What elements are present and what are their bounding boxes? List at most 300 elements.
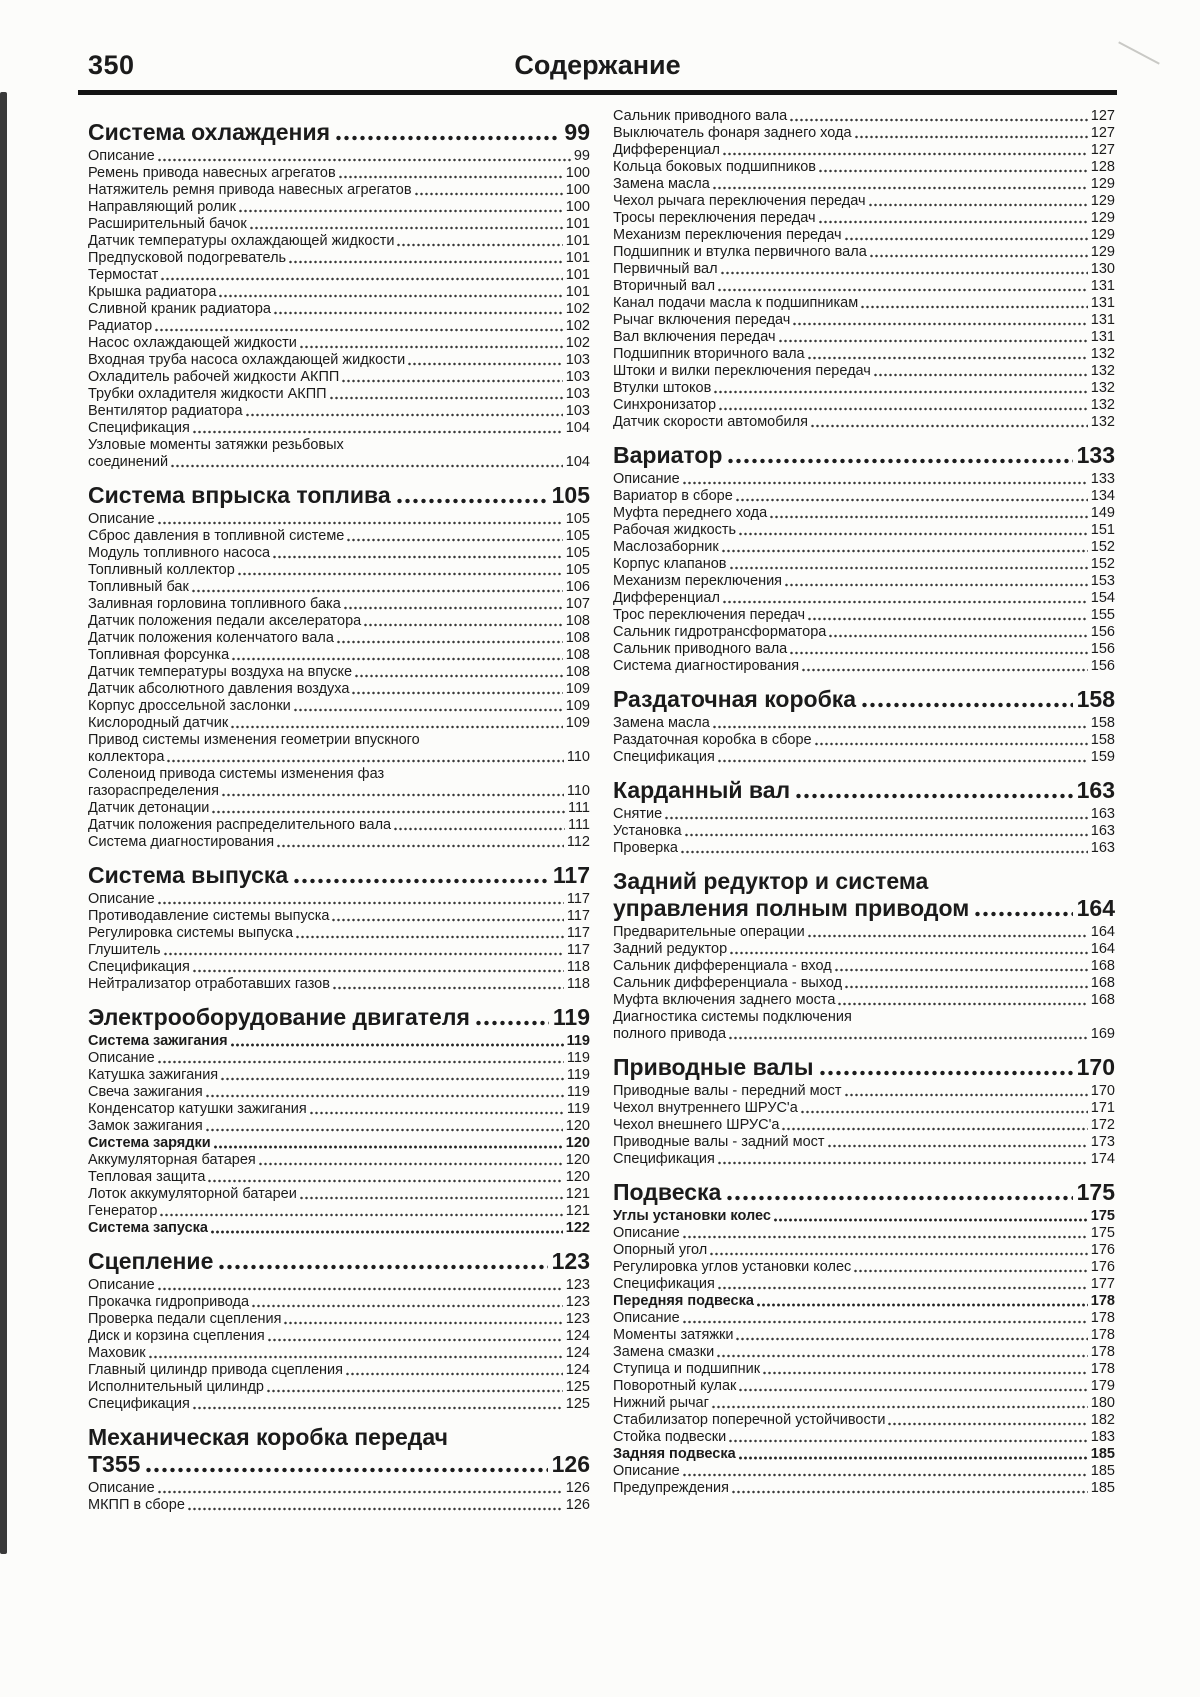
toc-column-left (88, 108, 590, 1521)
toc-entry (88, 664, 590, 681)
dot-leader (793, 322, 1087, 326)
toc-section (88, 1248, 590, 1413)
toc-entry (88, 318, 590, 335)
toc-entry (613, 556, 1115, 573)
toc-entry-page: 108 (565, 647, 590, 663)
dot-leader (158, 1490, 563, 1494)
toc-entry-label: Датчик положения коленчатого вала (88, 630, 334, 646)
toc-entry-label: Рабочая жидкость (613, 522, 737, 538)
dot-leader (862, 702, 1073, 708)
toc-entry-page: 110 (566, 783, 590, 799)
section-title-page: 119 (552, 1004, 590, 1030)
toc-entry (88, 1220, 590, 1237)
toc-entry (88, 216, 590, 233)
toc-entry (613, 607, 1115, 624)
dot-leader (815, 742, 1088, 746)
toc-entry-page: 131 (1090, 312, 1115, 328)
toc-entry-page: 178 (1090, 1361, 1115, 1377)
toc-entry (88, 386, 590, 403)
toc-entry (88, 800, 590, 817)
toc-entry-label: Механизм переключения передач (613, 227, 842, 243)
dot-leader (330, 396, 563, 400)
toc-entry-page: 111 (567, 800, 590, 816)
toc-entry-label: Моменты затяжки (613, 1327, 734, 1343)
toc-entry (88, 579, 590, 596)
dot-leader (729, 1439, 1088, 1443)
dot-leader (259, 1162, 563, 1166)
section-title (613, 777, 1115, 803)
toc-entry-label-line1: Узловые моменты затяжки резьбовых (88, 437, 344, 453)
dot-leader (222, 793, 564, 797)
dot-leader (294, 708, 563, 712)
dot-leader (277, 844, 564, 848)
section-title-label: Т355 (88, 1451, 141, 1477)
toc-entry-label: Топливный коллектор (88, 562, 235, 578)
section-title (88, 862, 590, 888)
toc-entry-label: Описание (613, 1310, 680, 1326)
dot-leader (802, 668, 1088, 672)
toc-entry (88, 528, 590, 545)
toc-entry-page: 156 (1090, 658, 1115, 674)
toc-entry-page: 168 (1090, 992, 1115, 1008)
section-title-page: 126 (551, 1451, 590, 1477)
dot-leader (727, 1195, 1072, 1201)
toc-entry-label: Спецификация (613, 749, 715, 765)
toc-entry-page: 123 (565, 1294, 590, 1310)
toc-entry-page: 120 (565, 1135, 590, 1151)
toc-entry (613, 125, 1115, 142)
toc-entry (88, 233, 590, 250)
dot-leader (238, 572, 563, 576)
toc-entry (88, 681, 590, 698)
toc-entry-page: 130 (1090, 261, 1115, 277)
toc-entry (613, 806, 1115, 823)
toc-entry-page: 105 (565, 545, 590, 561)
toc-entry-page: 121 (565, 1203, 590, 1219)
toc-entry-page: 105 (565, 511, 590, 527)
dot-leader (232, 657, 563, 661)
dot-leader (332, 918, 563, 922)
dot-leader (164, 952, 564, 956)
toc-entry (613, 1208, 1115, 1225)
toc-entry-page: 168 (1090, 958, 1115, 974)
dot-leader (344, 606, 563, 610)
toc-entry (88, 511, 590, 528)
toc-entry-label-line1: Привод системы изменения геометрии впускного (88, 732, 420, 748)
toc-section (613, 868, 1115, 1043)
dot-leader (146, 1467, 547, 1473)
toc-entry (88, 749, 590, 766)
section-title-line1: Механическая коробка передач (88, 1424, 448, 1450)
toc-entry-page: 120 (565, 1118, 590, 1134)
toc-entry-label: Тепловая защита (88, 1169, 206, 1185)
toc-entry-label: Датчик положения педали акселератора (88, 613, 362, 629)
section-title-page: 170 (1076, 1054, 1115, 1080)
toc-entry-label: Входная труба насоса охлаждающей жидкости (88, 352, 406, 368)
toc-entry-label: Снятие (613, 806, 663, 822)
toc-entry (88, 1152, 590, 1169)
toc-entry (613, 1463, 1115, 1480)
toc-section (613, 777, 1115, 857)
toc-entry-page: 103 (565, 352, 590, 368)
dot-leader (333, 986, 564, 990)
toc-entry-label: Спецификация (88, 959, 190, 975)
toc-entry-label: Топливный бак (88, 579, 189, 595)
dot-leader (296, 935, 564, 939)
toc-entry-label: Сальник дифференциала - выход (613, 975, 843, 991)
dot-leader (665, 816, 1088, 820)
dot-leader (730, 566, 1088, 570)
section-title-label: Приводные валы (613, 1054, 814, 1080)
toc-entry (613, 312, 1115, 329)
toc-entry (88, 1186, 590, 1203)
section-title-page: 163 (1076, 777, 1115, 803)
toc-entry-label: Лоток аккумуляторной батареи (88, 1186, 297, 1202)
toc-entry (88, 925, 590, 942)
toc-entry-page: 127 (1090, 125, 1115, 141)
toc-entry-label: Раздаточная коробка в сборе (613, 732, 812, 748)
toc-entry (613, 244, 1115, 261)
toc-entry-label: Вариатор в сборе (613, 488, 733, 504)
toc-entry-page: 118 (566, 976, 590, 992)
dot-leader (683, 1320, 1088, 1324)
toc-entry-label: Направляющий ролик (88, 199, 236, 215)
toc-entry-page: 159 (1090, 749, 1115, 765)
dot-leader (158, 901, 564, 905)
toc-entry (613, 1480, 1115, 1497)
dot-leader (221, 1077, 564, 1081)
section-title (613, 1179, 1115, 1205)
toc-entry-label: Описание (88, 891, 155, 907)
toc-entry-label: Приводные валы - передний мост (613, 1083, 842, 1099)
toc-entry (88, 908, 590, 925)
toc-entry-label: Датчик положения распределительного вала (88, 817, 392, 833)
toc-entry (88, 891, 590, 908)
toc-entry (613, 1259, 1115, 1276)
toc-entry-page: 182 (1090, 1412, 1115, 1428)
toc-entry-label: Катушка зажигания (88, 1067, 219, 1083)
dot-leader (763, 1371, 1088, 1375)
dot-leader (415, 192, 563, 196)
dot-leader (713, 725, 1088, 729)
dot-leader (211, 1230, 563, 1234)
dot-leader (874, 373, 1088, 377)
toc-entry-label: Система зажигания (88, 1033, 228, 1049)
dot-leader (739, 1456, 1088, 1460)
dot-leader (739, 1388, 1087, 1392)
toc-section (88, 482, 590, 851)
toc-entry-page: 117 (566, 891, 590, 907)
dot-leader (193, 1406, 563, 1410)
section-title-page: 99 (564, 119, 590, 145)
toc-entry-label: Синхронизатор (613, 397, 717, 413)
toc-entry-label: Проверка педали сцепления (88, 1311, 282, 1327)
dot-leader (683, 1235, 1088, 1239)
toc-entry-page: 149 (1090, 505, 1115, 521)
toc-entry-page: 185 (1090, 1480, 1115, 1496)
toc-entry-page: 124 (565, 1328, 590, 1344)
toc-entry-label: Сливной краник радиатора (88, 301, 271, 317)
dot-leader (336, 135, 560, 141)
toc-entry-label: Ремень привода навесных агрегатов (88, 165, 336, 181)
toc-entry-page: 178 (1090, 1293, 1115, 1309)
dot-leader (855, 135, 1088, 139)
toc-entry (613, 1429, 1115, 1446)
toc-entry (88, 596, 590, 613)
toc-entry-page: 152 (1090, 556, 1115, 572)
toc-entry-label: Глушитель (88, 942, 161, 958)
toc-entry-label: Противодавление системы выпуска (88, 908, 330, 924)
dot-leader (729, 1036, 1088, 1040)
toc-entry-page: 164 (1090, 924, 1115, 940)
toc-entry-label: Описание (613, 471, 680, 487)
toc-entry-page: 108 (565, 664, 590, 680)
dot-leader (158, 521, 563, 525)
toc-entry-label: Спецификация (88, 1396, 190, 1412)
toc-entry-page: 100 (565, 165, 590, 181)
toc-entry-label: Датчик температуры охлаждающей жидкости (88, 233, 395, 249)
toc-entry-page: 170 (1090, 1083, 1115, 1099)
toc-entry-label: Система диагностирования (613, 658, 800, 674)
toc-entry (88, 959, 590, 976)
section-title (613, 442, 1115, 468)
dot-leader (219, 1264, 547, 1270)
dot-leader (712, 1405, 1088, 1409)
dot-leader (352, 691, 562, 695)
toc-entry (613, 1134, 1115, 1151)
dot-leader (193, 969, 564, 973)
dot-leader (214, 1145, 563, 1149)
toc-entry-page: 117 (566, 942, 590, 958)
toc-entry-label: Установка (613, 823, 682, 839)
toc-entry-label: Втулки штоков (613, 380, 712, 396)
dot-leader (869, 203, 1088, 207)
toc-entry-page: 176 (1090, 1242, 1115, 1258)
toc-entry-page: 185 (1090, 1446, 1115, 1462)
dot-leader (722, 549, 1088, 553)
dot-leader (770, 515, 1088, 519)
dot-leader (273, 555, 563, 559)
dot-leader (785, 583, 1088, 587)
toc-entry-label: Стойка подвески (613, 1429, 727, 1445)
toc-entry-page: 119 (566, 1084, 590, 1100)
dot-leader (718, 1161, 1088, 1165)
toc-entry-label: Крышка радиатора (88, 284, 217, 300)
toc-entry (613, 573, 1115, 590)
toc-entry-label: Задний редуктор (613, 941, 728, 957)
section-title (88, 1248, 590, 1274)
toc-entry-label: Углы установки колес (613, 1208, 771, 1224)
toc-entry-label: Главный цилиндр привода сцепления (88, 1362, 343, 1378)
toc-entry-label: Свеча зажигания (88, 1084, 203, 1100)
toc-entry (613, 295, 1115, 312)
dot-leader (267, 1389, 563, 1393)
toc-entry-label: Кольца боковых подшипников (613, 159, 816, 175)
toc-entry-page: 103 (565, 369, 590, 385)
toc-entry (613, 840, 1115, 857)
toc-entry (88, 182, 590, 199)
toc-entry-page: 119 (566, 1033, 590, 1049)
dot-leader (250, 226, 563, 230)
toc-entry-label: Сальник гидротрансформатора (613, 624, 827, 640)
toc-entry-label: Дифференциал (613, 142, 720, 158)
dot-leader (252, 1304, 563, 1308)
toc-entry-page: 152 (1090, 539, 1115, 555)
toc-entry (88, 562, 590, 579)
toc-entry (613, 227, 1115, 244)
toc-entry (88, 1277, 590, 1294)
toc-entry (88, 817, 590, 834)
toc-entry-label: Опорный угол (613, 1242, 708, 1258)
toc-entry-label: Радиатор (88, 318, 153, 334)
toc-entry (88, 267, 590, 284)
toc-entry-page: 133 (1090, 471, 1115, 487)
dot-leader (739, 532, 1088, 536)
toc-entry-label: Сброс давления в топливной системе (88, 528, 345, 544)
toc-section (613, 442, 1115, 675)
toc-entry (613, 924, 1115, 941)
toc-entry-label: Замок зажигания (88, 1118, 203, 1134)
dot-leader (246, 413, 563, 417)
toc-entry-page: 129 (1090, 227, 1115, 243)
toc-entry (88, 647, 590, 664)
toc-entry (88, 1203, 590, 1220)
toc-entry (613, 1310, 1115, 1327)
toc-entry (613, 414, 1115, 431)
toc-entry-page: 123 (565, 1277, 590, 1293)
toc-entry-label: Аккумуляторная батарея (88, 1152, 256, 1168)
toc-entry (88, 834, 590, 851)
toc-entry (613, 261, 1115, 278)
dot-leader (861, 305, 1088, 309)
dot-leader (284, 1321, 562, 1325)
dot-leader (975, 911, 1072, 917)
toc-entry-page: 102 (565, 318, 590, 334)
toc-entry (88, 1362, 590, 1379)
dot-leader (845, 985, 1088, 989)
toc-entry-page: 119 (566, 1101, 590, 1117)
toc-entry-label: газораспределения (88, 783, 219, 799)
toc-entry (88, 1328, 590, 1345)
dot-leader (681, 850, 1088, 854)
dot-leader (300, 345, 563, 349)
toc-entry-label: Предварительные операции (613, 924, 805, 940)
dot-leader (158, 1287, 563, 1291)
section-title (613, 1054, 1115, 1080)
toc-entry-label: Дифференциал (613, 590, 720, 606)
toc-entry-page: 128 (1090, 159, 1115, 175)
toc-entry-page: 156 (1090, 641, 1115, 657)
toc-entry-label: Сальник дифференциала - вход (613, 958, 832, 974)
section-title-label: Система выпуска (88, 862, 289, 888)
toc-entry (613, 210, 1115, 227)
toc-entry-page: 119 (566, 1067, 590, 1083)
section-title (88, 482, 590, 508)
toc-entry (613, 505, 1115, 522)
toc-entry-label: Канал подачи масла к подшипникам (613, 295, 859, 311)
toc-entry (88, 698, 590, 715)
toc-entry (613, 641, 1115, 658)
toc-section (88, 1004, 590, 1237)
section-title-label: управления полным приводом (613, 895, 970, 921)
dot-leader (397, 498, 548, 504)
dot-leader (476, 1020, 549, 1026)
toc-entry-label: Муфта включения заднего моста (613, 992, 836, 1008)
toc-entry-page: 127 (1090, 142, 1115, 158)
dot-leader (808, 934, 1088, 938)
dot-leader (408, 362, 563, 366)
toc-entry-page: 109 (565, 681, 590, 697)
toc-entry-label: Описание (88, 1050, 155, 1066)
toc-entry (613, 142, 1115, 159)
toc-entry-page: 101 (565, 284, 590, 300)
dot-leader (155, 328, 563, 332)
section-title-label: Вариатор (613, 442, 723, 468)
toc-entry-label: Сальник приводного вала (613, 108, 788, 124)
toc-entry (613, 1361, 1115, 1378)
dot-leader (161, 277, 562, 281)
toc-entry-page: 110 (566, 749, 590, 765)
dot-leader (397, 243, 562, 247)
toc-entry-page: 171 (1090, 1100, 1115, 1116)
section-title-page: 133 (1076, 442, 1115, 468)
toc-entry-page: 155 (1090, 607, 1115, 623)
toc-entry-page: 119 (566, 1050, 590, 1066)
toc-entry-page: 132 (1090, 380, 1115, 396)
toc-entry-page: 168 (1090, 975, 1115, 991)
toc-entry-label: Подшипник вторичного вала (613, 346, 805, 362)
dot-leader (774, 1218, 1088, 1222)
toc-entry-label: Ступица и подшипник (613, 1361, 761, 1377)
toc-entry-label: Муфта переднего хода (613, 505, 768, 521)
dot-leader (801, 1110, 1088, 1114)
toc-entry-page: 99 (573, 148, 590, 164)
toc-entry-label: МКПП в сборе (88, 1497, 185, 1513)
dot-leader (819, 169, 1088, 173)
toc-section-continued (613, 108, 1115, 431)
dot-leader (683, 1473, 1088, 1477)
toc-entry (88, 1067, 590, 1084)
toc-entry-label: Приводные валы - задний мост (613, 1134, 825, 1150)
toc-entry-label: Штоки и вилки переключения передач (613, 363, 871, 379)
toc-entry-page: 109 (565, 698, 590, 714)
toc-entry (88, 1345, 590, 1362)
toc-entry-page: 109 (565, 715, 590, 731)
toc-entry (613, 1378, 1115, 1395)
toc-entry (613, 1412, 1115, 1429)
toc-entry (613, 363, 1115, 380)
toc-entry (613, 1151, 1115, 1168)
toc-entry-label: Механизм переключения (613, 573, 783, 589)
toc-entry-page: 123 (565, 1311, 590, 1327)
toc-entry (88, 199, 590, 216)
toc-entry (88, 942, 590, 959)
toc-entry-page: 126 (565, 1480, 590, 1496)
toc-entry-page: 102 (565, 335, 590, 351)
toc-entry-page: 163 (1090, 840, 1115, 856)
dot-leader (723, 600, 1088, 604)
section-title-page: 123 (551, 1248, 590, 1274)
dot-leader (819, 220, 1088, 224)
dot-leader (289, 260, 563, 264)
toc-entry-page: 129 (1090, 193, 1115, 209)
toc-entry-label: Исполнительный цилиндр (88, 1379, 264, 1395)
section-title-page: 158 (1076, 686, 1115, 712)
dot-leader (845, 237, 1088, 241)
toc-entry-page: 106 (565, 579, 590, 595)
toc-entry-page: 154 (1090, 590, 1115, 606)
toc-entry-page: 177 (1090, 1276, 1115, 1292)
